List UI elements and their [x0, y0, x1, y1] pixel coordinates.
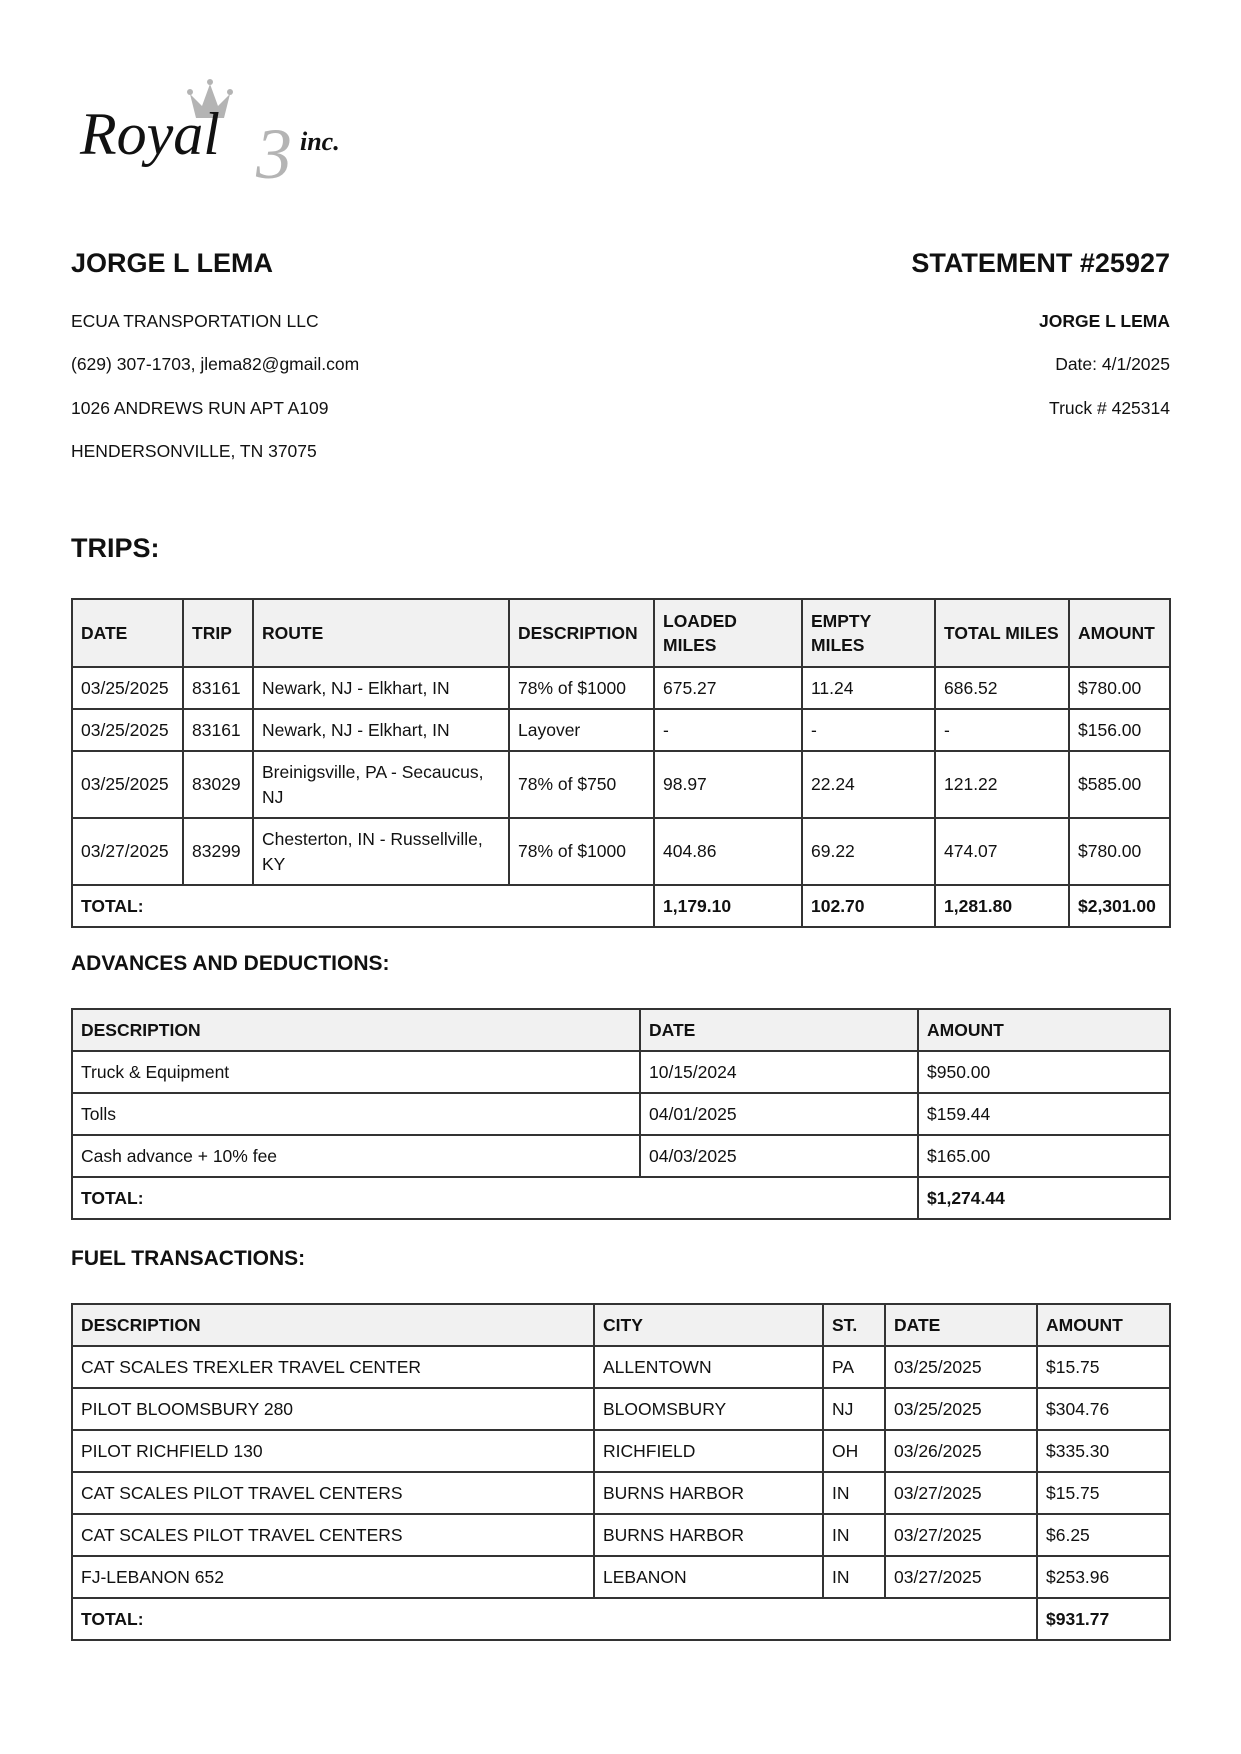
fuel-amount: $304.76: [1037, 1388, 1170, 1430]
trips-heading: TRIPS:: [71, 533, 160, 563]
fuel-header-row: [72, 1304, 1170, 1346]
fuel-description: PILOT BLOOMSBURY 280: [72, 1388, 594, 1430]
trip-route: Chesterton, IN - Russellville, KY: [253, 818, 509, 885]
col-amount: AMOUNT: [918, 1009, 1170, 1051]
statement-date: Date: 4/1/2025: [1055, 354, 1170, 374]
trip-date: 03/27/2025: [72, 818, 183, 885]
trip-loaded-miles: 404.86: [654, 818, 802, 885]
col-date: DATE: [640, 1009, 918, 1051]
fuel-table: [71, 1303, 1171, 1641]
col-empty-miles: EMPTY MILES: [802, 599, 935, 667]
fuel-state: OH: [823, 1430, 885, 1472]
fuel-description: CAT SCALES PILOT TRAVEL CENTERS: [72, 1472, 594, 1514]
table-row: [72, 1430, 1170, 1472]
trip-empty-miles: 69.22: [802, 818, 935, 885]
deduction-date: 04/01/2025: [640, 1093, 918, 1135]
trip-date: 03/25/2025: [72, 751, 183, 818]
fuel-total-row: [72, 1598, 1170, 1640]
trip-loaded-miles: 675.27: [654, 667, 802, 709]
fuel-amount: $6.25: [1037, 1514, 1170, 1556]
col-date: DATE: [72, 599, 183, 667]
logo-suffix: inc.: [300, 127, 340, 156]
fuel-heading: FUEL TRANSACTIONS:: [71, 1247, 306, 1270]
address-line-1: 1026 ANDREWS RUN APT A109: [71, 398, 329, 418]
table-row: [72, 1514, 1170, 1556]
total-label: TOTAL:: [72, 1177, 918, 1219]
table-row: [72, 818, 1170, 885]
fuel-city: ALLENTOWN: [594, 1346, 823, 1388]
trip-route: Breinigsville, PA - Secaucus, NJ: [253, 751, 509, 818]
trip-total-miles: 686.52: [935, 667, 1069, 709]
table-row: [72, 709, 1170, 751]
fuel-state: NJ: [823, 1388, 885, 1430]
trip-total-miles: -: [935, 709, 1069, 751]
advances-heading: ADVANCES AND DEDUCTIONS:: [71, 952, 390, 975]
deduction-description: Tolls: [72, 1093, 640, 1135]
col-total-miles: TOTAL MILES: [935, 599, 1069, 667]
trip-number: 83161: [183, 667, 253, 709]
table-row: [72, 751, 1170, 818]
deduction-amount: $950.00: [918, 1051, 1170, 1093]
fuel-amount: $15.75: [1037, 1472, 1170, 1514]
deduction-description: Cash advance + 10% fee: [72, 1135, 640, 1177]
fuel-date: 03/27/2025: [885, 1472, 1037, 1514]
trip-loaded-miles: -: [654, 709, 802, 751]
trip-total-miles: 121.22: [935, 751, 1069, 818]
fuel-date: 03/27/2025: [885, 1514, 1037, 1556]
contact-info: (629) 307-1703, jlema82@gmail.com: [71, 354, 360, 374]
table-row: [72, 1346, 1170, 1388]
deduction-date: 04/03/2025: [640, 1135, 918, 1177]
trip-date: 03/25/2025: [72, 709, 183, 751]
trips-table: [71, 598, 1171, 928]
table-row: [72, 1093, 1170, 1135]
fuel-date: 03/25/2025: [885, 1388, 1037, 1430]
trip-number: 83299: [183, 818, 253, 885]
deduction-amount: $165.00: [918, 1135, 1170, 1177]
fuel-description: PILOT RICHFIELD 130: [72, 1430, 594, 1472]
fuel-description: FJ-LEBANON 652: [72, 1556, 594, 1598]
trip-description: 78% of $1000: [509, 667, 654, 709]
trip-empty-miles: 11.24: [802, 667, 935, 709]
company-logo: [78, 78, 398, 188]
trip-amount: $780.00: [1069, 667, 1170, 709]
trip-number: 83161: [183, 709, 253, 751]
logo-number: 3: [256, 114, 292, 188]
fuel-amount: $335.30: [1037, 1430, 1170, 1472]
total-label: TOTAL:: [72, 1598, 1037, 1640]
driver-name: JORGE L LEMA: [71, 248, 274, 278]
fuel-state: IN: [823, 1514, 885, 1556]
col-description: DESCRIPTION: [72, 1304, 594, 1346]
advances-total-row: [72, 1177, 1170, 1219]
fuel-date: 03/27/2025: [885, 1556, 1037, 1598]
fuel-description: CAT SCALES TREXLER TRAVEL CENTER: [72, 1346, 594, 1388]
table-row: [72, 1472, 1170, 1514]
fuel-state: PA: [823, 1346, 885, 1388]
fuel-description: CAT SCALES PILOT TRAVEL CENTERS: [72, 1514, 594, 1556]
col-date: DATE: [885, 1304, 1037, 1346]
fuel-city: LEBANON: [594, 1556, 823, 1598]
trips-total-row: [72, 885, 1170, 927]
col-amount: AMOUNT: [1069, 599, 1170, 667]
fuel-city: RICHFIELD: [594, 1430, 823, 1472]
trip-number: 83029: [183, 751, 253, 818]
table-row: [72, 1135, 1170, 1177]
fuel-amount: $15.75: [1037, 1346, 1170, 1388]
trip-total-miles: 474.07: [935, 818, 1069, 885]
total-empty-miles: 102.70: [802, 885, 935, 927]
trip-route: Newark, NJ - Elkhart, IN: [253, 667, 509, 709]
payee-name: JORGE L LEMA: [1039, 311, 1170, 331]
col-route: ROUTE: [253, 599, 509, 667]
fuel-city: BLOOMSBURY: [594, 1388, 823, 1430]
fuel-date: 03/25/2025: [885, 1346, 1037, 1388]
trips-header-row: [72, 599, 1170, 667]
address-line-2: HENDERSONVILLE, TN 37075: [71, 441, 317, 461]
deduction-description: Truck & Equipment: [72, 1051, 640, 1093]
col-state: ST.: [823, 1304, 885, 1346]
total-loaded-miles: 1,179.10: [654, 885, 802, 927]
total-amount: $931.77: [1037, 1598, 1170, 1640]
fuel-city: BURNS HARBOR: [594, 1514, 823, 1556]
fuel-city: BURNS HARBOR: [594, 1472, 823, 1514]
advances-header-row: [72, 1009, 1170, 1051]
fuel-state: IN: [823, 1472, 885, 1514]
col-loaded-miles: LOADED MILES: [654, 599, 802, 667]
deduction-amount: $159.44: [918, 1093, 1170, 1135]
statement-title: STATEMENT #25927: [911, 248, 1170, 278]
trip-empty-miles: -: [802, 709, 935, 751]
company-name: ECUA TRANSPORTATION LLC: [71, 311, 319, 331]
col-city: CITY: [594, 1304, 823, 1346]
trip-loaded-miles: 98.97: [654, 751, 802, 818]
deduction-date: 10/15/2024: [640, 1051, 918, 1093]
trip-description: 78% of $750: [509, 751, 654, 818]
trip-amount: $156.00: [1069, 709, 1170, 751]
trip-date: 03/25/2025: [72, 667, 183, 709]
fuel-state: IN: [823, 1556, 885, 1598]
trip-description: Layover: [509, 709, 654, 751]
col-description: DESCRIPTION: [72, 1009, 640, 1051]
col-amount: AMOUNT: [1037, 1304, 1170, 1346]
fuel-date: 03/26/2025: [885, 1430, 1037, 1472]
col-description: DESCRIPTION: [509, 599, 654, 667]
advances-table: [71, 1008, 1171, 1220]
trip-amount: $585.00: [1069, 751, 1170, 818]
total-amount: $2,301.00: [1069, 885, 1170, 927]
trip-empty-miles: 22.24: [802, 751, 935, 818]
trip-route: Newark, NJ - Elkhart, IN: [253, 709, 509, 751]
table-row: [72, 1556, 1170, 1598]
col-trip: TRIP: [183, 599, 253, 667]
truck-number: Truck # 425314: [1049, 398, 1170, 418]
table-row: [72, 667, 1170, 709]
total-amount: $1,274.44: [918, 1177, 1170, 1219]
total-label: TOTAL:: [72, 885, 654, 927]
table-row: [72, 1388, 1170, 1430]
trip-description: 78% of $1000: [509, 818, 654, 885]
total-miles: 1,281.80: [935, 885, 1069, 927]
fuel-amount: $253.96: [1037, 1556, 1170, 1598]
trip-amount: $780.00: [1069, 818, 1170, 885]
logo-word: Royal: [80, 101, 220, 167]
table-row: [72, 1051, 1170, 1093]
